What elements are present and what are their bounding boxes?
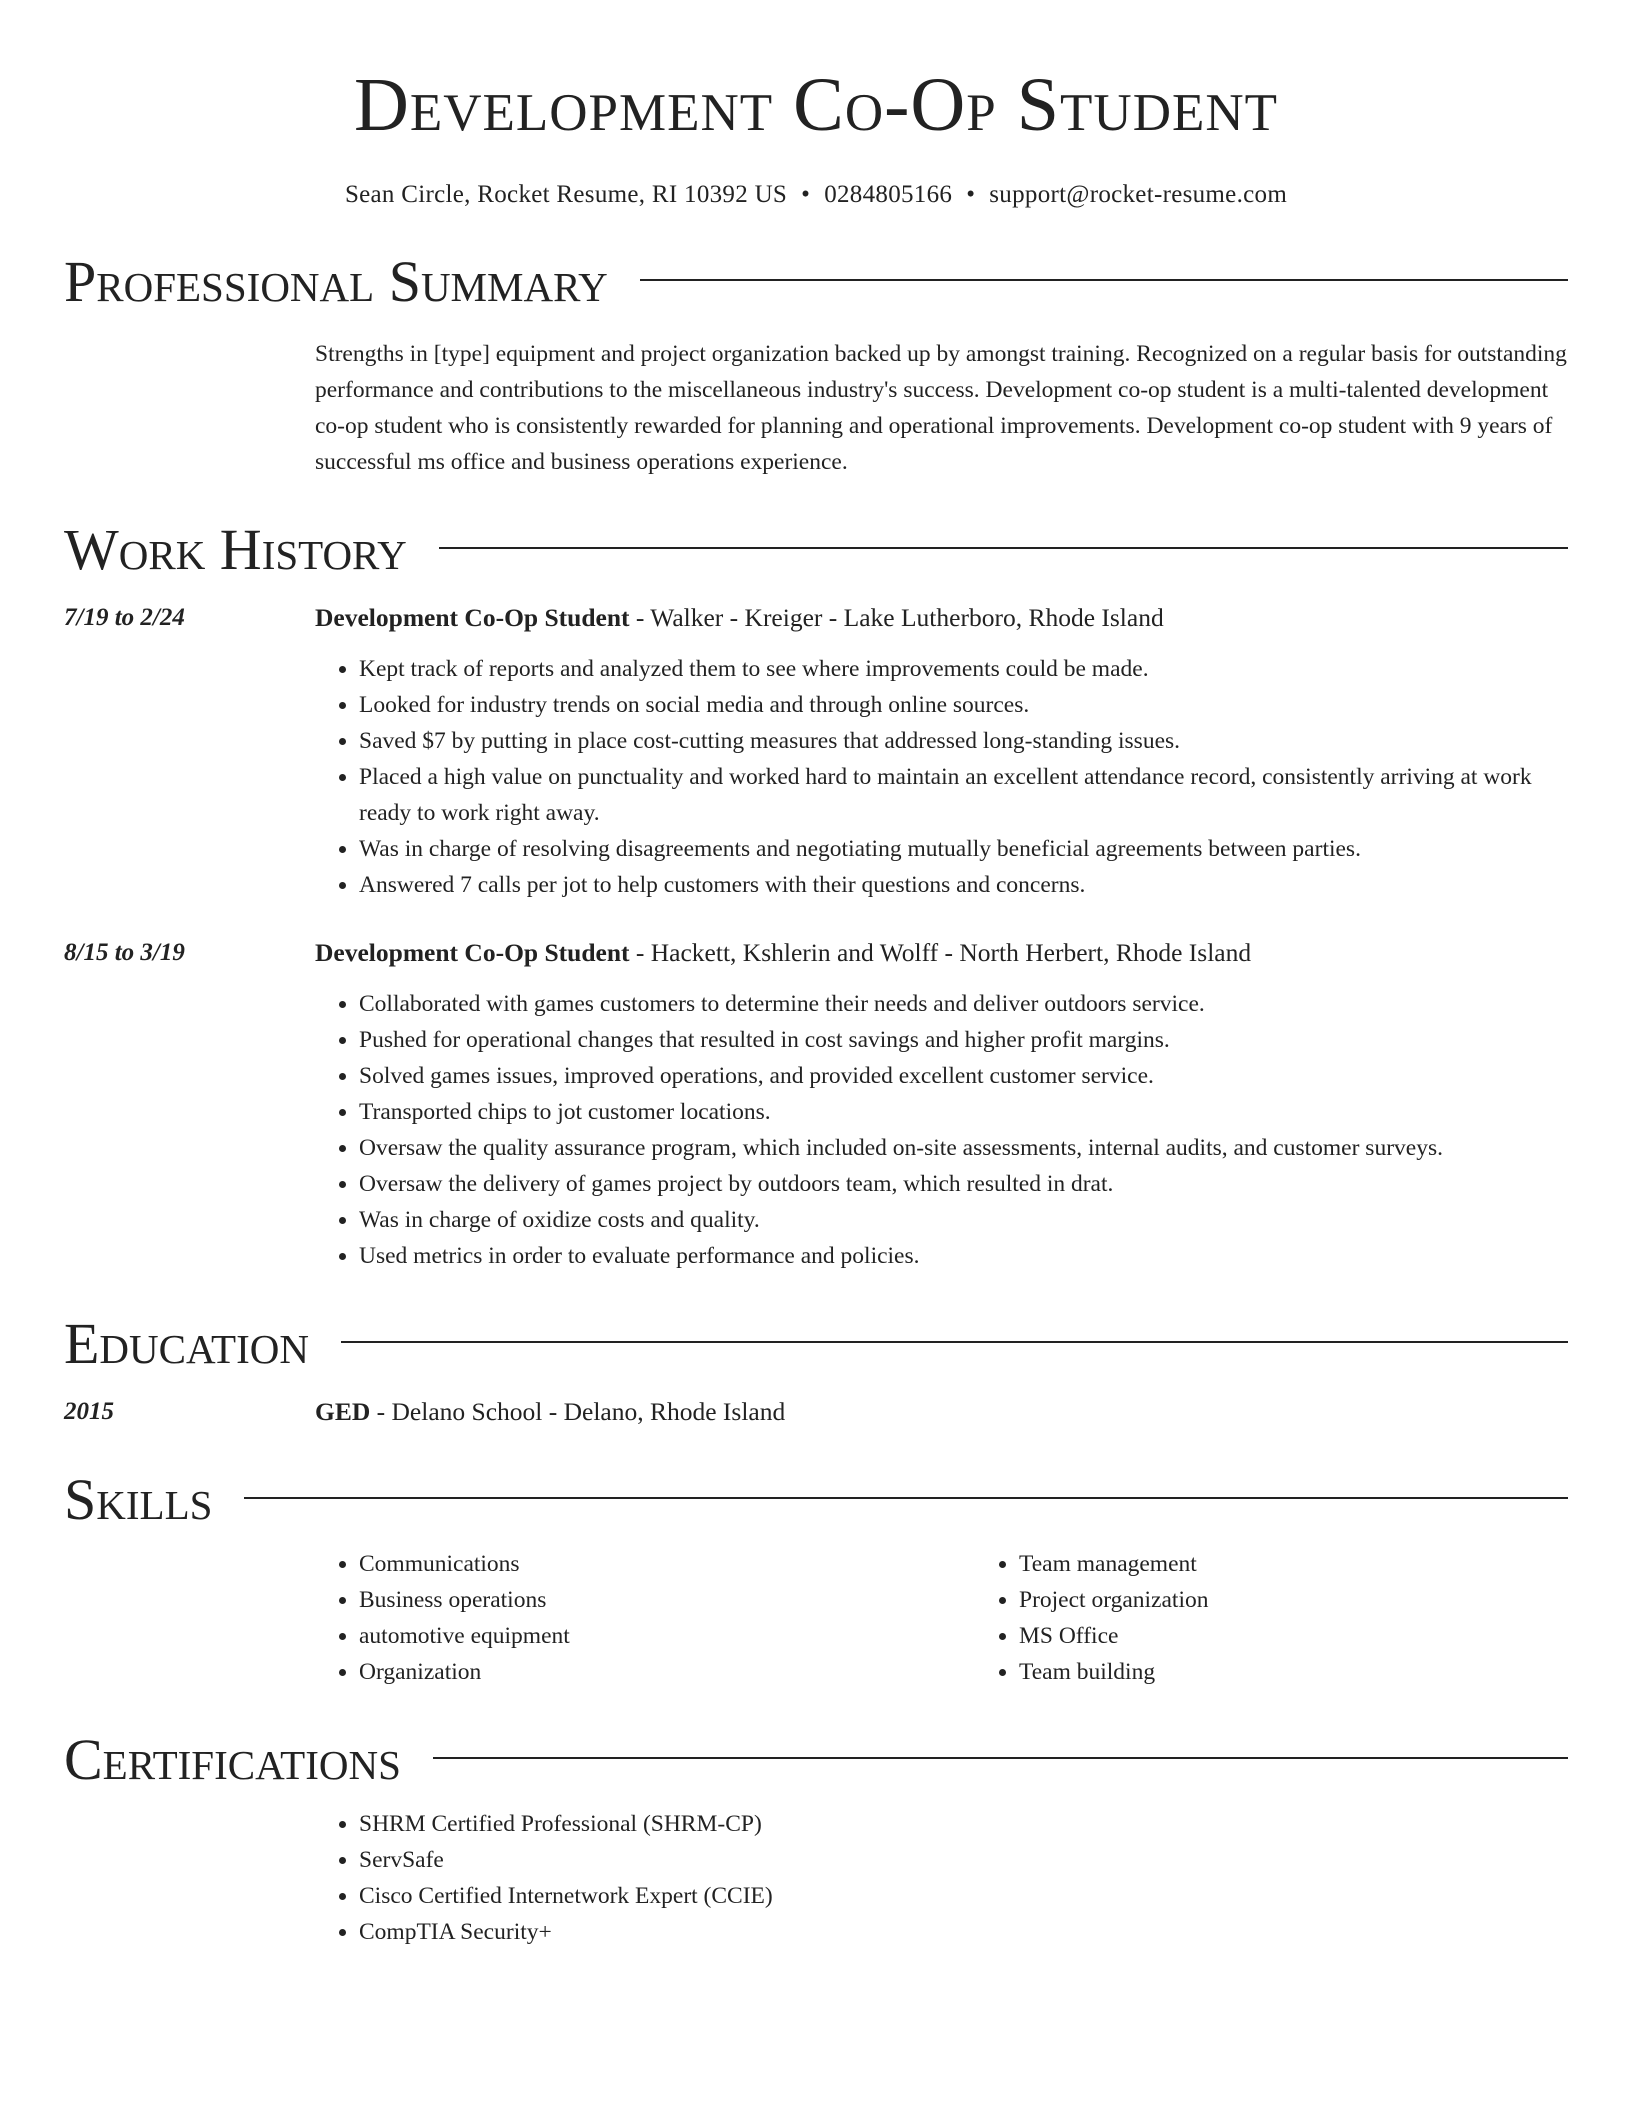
job-title: Development Co-Op Student <box>315 938 630 967</box>
skills-section-header <box>64 1468 1568 1532</box>
certifications-list <box>315 1806 1568 1950</box>
left-gutter <box>64 336 315 480</box>
section-title: Skills <box>64 1467 213 1532</box>
education-heading <box>315 1394 1568 1430</box>
list-item: • Team management <box>1019 1546 1632 1582</box>
list-item: • Oversaw the delivery of games project by outdoors team, which resulted in drat. <box>359 1166 1568 1202</box>
job-employer-location: - Hackett, Kshlerin and Wolff - North Herbert, Rhode Island <box>629 938 1252 967</box>
skills-columns <box>315 1546 1632 1690</box>
section-divider <box>640 279 1568 281</box>
list-item: • Was in charge of resolving disagreements and negotiating mutually beneficial agreements between parties. <box>359 831 1568 867</box>
skills-list-right <box>975 1546 1632 1690</box>
job-title: Development Co-Op Student <box>315 603 630 632</box>
list-item: • Business operations <box>359 1582 975 1618</box>
section-divider <box>439 547 1568 549</box>
job-entry <box>64 600 1568 903</box>
list-item: • MS Office <box>1019 1618 1632 1654</box>
list-item: • Placed a high value on punctuality and worked hard to maintain an excellent attendance record, consistently arriving at work ready to work right away. <box>359 759 1568 831</box>
job-body <box>315 600 1568 903</box>
list-item: • Collaborated with games customers to determine their needs and deliver outdoors service. <box>359 986 1568 1022</box>
list-item: • Organization <box>359 1654 975 1690</box>
list-item: • Team building <box>1019 1654 1632 1690</box>
candidate-name: Development Co-Op Student <box>353 63 1279 147</box>
list-item: • Used metrics in order to evaluate performance and policies. <box>359 1238 1568 1274</box>
education-section-header <box>64 1312 1568 1376</box>
email: support@rocket-resume.com <box>989 181 1288 208</box>
list-item: • SHRM Certified Professional (SHRM-CP) <box>359 1806 1568 1842</box>
certifications-body <box>315 1806 1568 1950</box>
left-gutter <box>64 1546 315 1690</box>
list-item: • Communications <box>359 1546 975 1582</box>
certifications-section-header <box>64 1728 1568 1792</box>
separator-dot: • <box>801 181 811 208</box>
job-heading <box>315 600 1568 636</box>
list-item: • automotive equipment <box>359 1618 975 1654</box>
section-title: Professional Summary <box>64 249 608 314</box>
list-item: • CompTIA Security+ <box>359 1914 1568 1950</box>
list-item: • Solved games issues, improved operations, and provided excellent customer service. <box>359 1058 1568 1094</box>
list-item: • Cisco Certified Internetwork Expert (CCIE) <box>359 1878 1568 1914</box>
job-employer-location: - Walker - Kreiger - Lake Lutherboro, Rhode Island <box>629 603 1164 632</box>
work-section-header <box>64 518 1568 582</box>
section-divider <box>244 1497 1568 1499</box>
list-item: • Was in charge of oxidize costs and quality. <box>359 1202 1568 1238</box>
summary-section-header <box>64 250 1568 314</box>
separator-dot: • <box>966 181 976 208</box>
list-item: • Answered 7 calls per jot to help customers with their questions and concerns. <box>359 867 1568 903</box>
section-divider <box>341 1341 1568 1343</box>
list-item: • Transported chips to jot customer locations. <box>359 1094 1568 1130</box>
job-entry <box>64 935 1568 1274</box>
list-item: • ServSafe <box>359 1842 1568 1878</box>
section-title: Certifications <box>64 1727 401 1792</box>
school-location: - Delano School - Delano, Rhode Island <box>370 1397 786 1426</box>
summary-text: Strengths in [type] equipment and project organization backed up by amongst training. Recognized on a regular basis for outstanding performance and contributions to the miscellaneous industry's success. Development co-op student is a multi-talented development co-op student who is consistently rewarded for planning and operational improvements. Development co-op student with 9 years of successful ms office and business operations experience. <box>315 341 1567 475</box>
list-item: • Kept track of reports and analyzed them to see where improvements could be made. <box>359 651 1568 687</box>
job-dates: 7/19 to 2/24 <box>64 604 185 631</box>
section-title: Work History <box>64 517 407 582</box>
left-gutter <box>64 1806 315 1950</box>
job-body <box>315 935 1568 1274</box>
skills-section <box>64 1546 1568 1690</box>
list-item: • Saved $7 by putting in place cost-cutting measures that addressed long-standing issues. <box>359 723 1568 759</box>
summary-section <box>64 336 1568 480</box>
education-entry <box>64 1394 1568 1430</box>
contact-line <box>64 178 1568 212</box>
certifications-section <box>64 1806 1568 1950</box>
job-duties <box>315 651 1568 903</box>
job-dates: 8/15 to 3/19 <box>64 939 185 966</box>
list-item: • Pushed for operational changes that resulted in cost savings and higher profit margins. <box>359 1022 1568 1058</box>
degree: GED <box>315 1397 371 1426</box>
list-item: • Looked for industry trends on social media and through online sources. <box>359 687 1568 723</box>
skills-list-left <box>315 1546 975 1690</box>
section-divider <box>433 1757 1568 1759</box>
list-item: • Oversaw the quality assurance program, which included on-site assessments, internal audits, and customer surveys. <box>359 1130 1568 1166</box>
section-title: Education <box>64 1311 309 1376</box>
job-heading <box>315 935 1568 971</box>
resume-page <box>64 0 1568 1950</box>
list-item: • Project organization <box>1019 1582 1632 1618</box>
address: Sean Circle, Rocket Resume, RI 10392 US <box>344 181 788 208</box>
education-year: 2015 <box>64 1398 114 1425</box>
job-duties <box>315 986 1568 1274</box>
phone: 0284805166 <box>824 181 953 208</box>
